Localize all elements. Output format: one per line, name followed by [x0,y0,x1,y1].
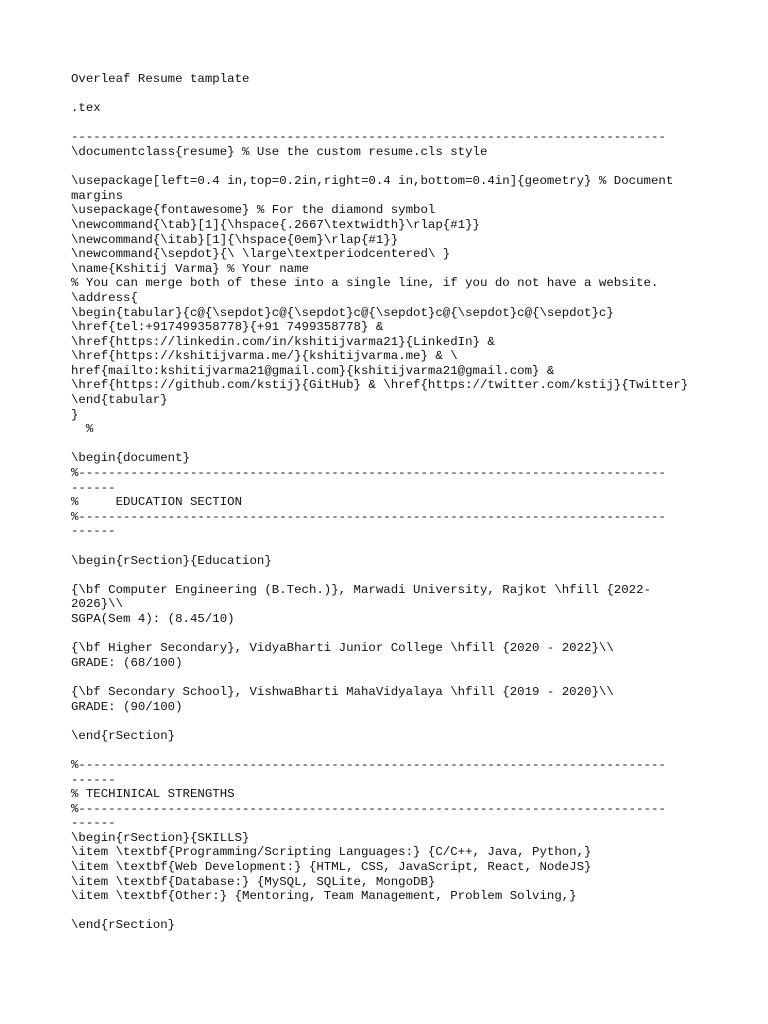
source-line [71,160,731,175]
source-line: margins [71,188,124,203]
source-line [71,437,731,452]
source-line: \documentclass{resume} % Use the custom resume.cls style [71,144,488,159]
source-line [71,627,731,642]
source-line: \usepackage[left=0.4 in,top=0.2in,right=0.4 in,bottom=0.4in]{geometry} % Document [71,174,674,189]
source-line: \end{rSection} [71,728,176,743]
source-line: \usepackage{fontawesome} % For the diamond symbol [71,203,436,218]
source-line: \newcommand{\tab}[1]{\hspace{.2667\textwidth}\rlap{#1}} [71,217,480,232]
source-line: SGPA(Sem 4): (8.45/10) [71,611,235,626]
source-line: ------ [71,524,116,539]
source-line: %------------------------------------------------------------------------------- [71,466,666,481]
source-line: \newcommand{\itab}[1]{\hspace{0em}\rlap{#1}} [71,232,399,247]
source-line: \item \textbf{Web Development:} {HTML, CSS, JavaScript, React, NodeJS} [71,860,592,875]
source-line: \href{https://linkedin.com/in/kshitijvarma21}{LinkedIn} & [71,334,495,349]
source-line: \address{ [71,290,138,305]
source-line: \item \textbf{Other:} {Mentoring, Team Management, Problem Solving,} [71,889,577,904]
source-line: \name{Kshitij Varma} % Your name [71,261,309,276]
source-line: {\bf Higher Secondary}, VidyaBharti Junior College \hfill {2020 - 2022}\\ [71,641,614,656]
source-line: %------------------------------------------------------------------------------- [71,509,666,524]
source-line: GRADE: (90/100) [71,699,183,714]
source-line: } [71,407,79,422]
source-line: ------ [71,816,116,831]
source-line [71,743,731,758]
source-line: ------ [71,480,116,495]
source-line: \end{rSection} [71,918,176,933]
source-line: -------------------------------------------------------------------------------- [71,130,666,145]
document-page [71,72,731,933]
source-line: \begin{rSection}{Education} [71,553,272,568]
source-line: \end{tabular} [71,393,168,408]
source-line: % EDUCATION SECTION [71,495,243,510]
source-line: \item \textbf{Programming/Scripting Languages:} {C/C++, Java, Python,} [71,845,592,860]
source-line: %------------------------------------------------------------------------------- [71,801,666,816]
source-line: % [71,422,94,437]
source-line [71,670,731,685]
source-line: 2026}\\ [71,597,124,612]
source-line: \href{tel:+917499358778}{+91 7499358778} & [71,320,384,335]
source-line [71,568,731,583]
source-line: \href{https://kshitijvarma.me/}{kshitijvarma.me} & \ [71,349,458,364]
source-line: %------------------------------------------------------------------------------- [71,757,666,772]
document-title: Overleaf Resume tamplate [71,72,250,86]
source-line [71,714,731,729]
tex-source-body [71,130,731,933]
source-line: {\bf Computer Engineering (B.Tech.)}, Marwadi University, Rajkot \hfill {2022- [71,582,651,597]
source-line: \begin{document} [71,451,190,466]
source-line: \item \textbf{Database:} {MySQL, SQLite, MongoDB} [71,874,436,889]
source-line [71,539,731,554]
source-line: href{mailto:kshitijvarma21@gmail.com}{kshitijvarma21@gmail.com} & [71,363,555,378]
source-line: \newcommand{\sepdot}{\ \large\textperiodcentered\ } [71,247,451,262]
source-line: GRADE: (68/100) [71,655,183,670]
source-line [71,904,731,919]
source-line: ------ [71,772,116,787]
source-line: % TECHINICAL STRENGTHS [71,787,235,802]
source-line: % You can merge both of these into a single line, if you do not have a website. [71,276,659,291]
source-line: {\bf Secondary School}, VishwaBharti MahaVidyalaya \hfill {2019 - 2020}\\ [71,684,614,699]
source-line: \begin{rSection}{SKILLS} [71,830,250,845]
file-extension: .tex [71,101,101,116]
source-line: \begin{tabular}{c@{\sepdot}c@{\sepdot}c@{\sepdot}c@{\sepdot}c@{\sepdot}c} [71,305,614,320]
source-line: \href{https://github.com/kstij}{GitHub} & \href{https://twitter.com/kstij}{Twitter} [71,378,689,393]
